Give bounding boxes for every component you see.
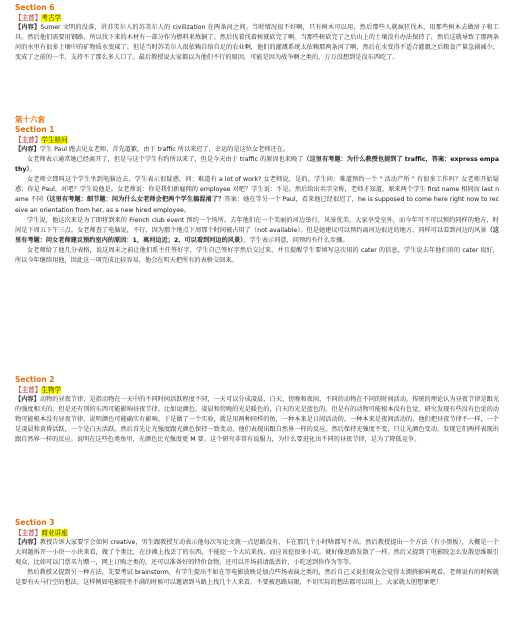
section-heading: Section 3 — [15, 518, 55, 527]
section-heading: Section 2 — [15, 375, 55, 384]
content-paragraph: 【内容】Sumer 文明的没落，讲苏美尔人的苏美尔人的 civilization 在两条河之间。当时情况很不好啊，只有树木可以用，然后那些人就疯狂伐木，用那些树木去做房子和工具。然后他们需要用钢路，所以伐下来的木材有一部分作为燃料来炼铜了。然后伐着伐着树就砍完了啊。当那些树砍完了之后山上的土壤没有办法保持了，然后这就导致了那两条河的水里有很多土壤中的矿物质水变咸了。但是当时苏美尔人很依赖自给自足的农业啊，他们的灌溉系统太依赖那两条河了啊，然后在水变得不适合灌溉之后粮食产量急剧减少，变成了之前的一半，支持不了那么多人口了。最后教授说大家都以为他们不行的原因，可能是因为战争啊之类的，万万没想到是没东西吃了。 — [15, 24, 499, 62]
content-paragraph: 【内容】动物的昼夜节律，是指动物在一天中的不同时间活跃程度不同，一天可以分成凌晨、白天、傍晚和夜间，不同的动物在不同的时间活动。传统的理论认为昼夜节律是跟光的强度相关的，但是还有别的东西可能影响昼夜节律。比如说颜色，凌晨和傍晚的光是暖色的，白天的光是蓝色的。但是有的动物可能根本没有色觉。研究发现有些没有色觉的动物可能根本没有昼夜节律，说明颜色可能确实有影响。于是做了一个实验，就是用两种同样的鱼，一种本来是日间活动的，一种本来是夜间活动的。他们把昼夜节律不一样，一个是凌晨和黄昏活跃，一个是白天活跃。然后首先让光强度跟光颜色保持一致变动，他们表现出跟自然界一样的反应。然后保持光强度不变，只让光颜色变动，发现它们两样表现出跟自然界一样的反应。说明在这些色类鱼里，光颜色比光强度更 M 要。这个研究非常有说服力，为什么要进化出不同的昼夜节律，是为了降低竞争。 — [15, 396, 500, 444]
topic-heading: 【主首】考古学 — [15, 14, 62, 22]
section-heading: Section 1 — [15, 125, 55, 134]
section-6 — [15, 3, 499, 63]
section-3 — [15, 518, 499, 588]
content-paragraph: 然后教授又提到另一种方法，先要考试 brainstorm，有学生提出不如在等电影放映是加点些场表演之类的，然后自己又说但观众会觉得太拥挤影响观看。老师说有的时候就是要有天马行空的想法，这样例如电影院坐不满的时候可以邀请到马路上找几个人来看，不要被思路局限，不切实际的想法都可以用上，大家就大胆想象吧！ — [15, 569, 499, 587]
set-title: 第十六套 — [15, 115, 45, 124]
content-paragraph: 学生说，他这次来是为了即将到来的 French club event 预约一个场所。去年他们在一个美丽的河边举行，风景优美，大家享受室外，而今年可不可以预约同样的地方，时间是下周五下午三点。女老师查了电脑说，不行，因为那个地点下周那个时间被占用了（not available）。但是她建议可以预约离河边很近的地方，同样可以看到河边的风景（这里有考题：问女老师建议预约室内的原因：1，离河边近；2，可以看到河边的风景）。学生表示同意，问预约有什么步骤。 — [15, 216, 499, 244]
content-paragraph: 【内容】学生 Paul 跑去见女老师，首先道歉，由于 traffic 所以来迟了，幸运的是这位女老师还在。 — [15, 146, 290, 153]
topic-heading: 【主首】学生赔问 — [15, 136, 68, 144]
content-paragraph: 女老师立即叫这个学生坐到电脑边去，学生表示很疑惑，问：难道有 a lot of work? 女老师说，是的。学生问：难道预约一个 " 活动产所 " 有很多工作吗？女老师开始疑惑：你是 Paul，对吧？学生说他是。女老师说：你是我们新雇佣的 employee 对吧？学生说：不是。然后给出名字全称，老师才知道，原来两个学生 first name 相同而 last name 不同（这里有考题：细节题：问为什么女老师会把两个学生搞混淆了？答案：她在等另一个 Paul，看来他已经很迟了，he is supposed to come here right now to receive an orientation from her, as a new hired employee。 — [15, 176, 500, 214]
content-paragraph: 女老师给了他几分表格，说这周末之前让他们系主任签好字，学生自己签好字然后交过来，并且提醒学生要填写这次用的 cater 的信息，学生说去年他们用的 cater 很好，所以今年继续用他，因此这一项完成比较容易，他会在明天把所有的表格交回来。 — [15, 246, 499, 265]
topic-heading: 【主首】生物学 — [15, 386, 62, 394]
set-16 — [15, 115, 499, 266]
content-paragraph: 女老师表示通常她已经离开了，但是与这个学生有约所以来了，但是今天由于 traffic 的原因也来晚了（这里有考题：为什么教授也提到了 traffic，答案：express empathy）。 — [15, 156, 499, 174]
topic-heading: 【主首】商业讲座 — [15, 529, 68, 537]
section-2 — [15, 375, 499, 445]
content-paragraph: 【内容】教授告诉大家要学会如何 creative，男生跟教授互动表示他每次写论文就一点思路没有，卡在那几个小时啥都写不出。然后教授提出一个方法（有小黑板），大概是一个大问题拆开一小块一小块来看，做了个类比，在沙滩上找丢了的东西，不能挖一个大坑来找，而应该挖很多小坑，就好像思路发散了一样。然后又提到了电影院怎么发散思维吸引观众，比如可以门票买九赠一，网上订购之类的，还可以准备好的特价食物，还可以开场前请低票价，小吃送到你作为等等。 — [15, 539, 499, 567]
section-heading: Section 6 — [15, 3, 55, 12]
